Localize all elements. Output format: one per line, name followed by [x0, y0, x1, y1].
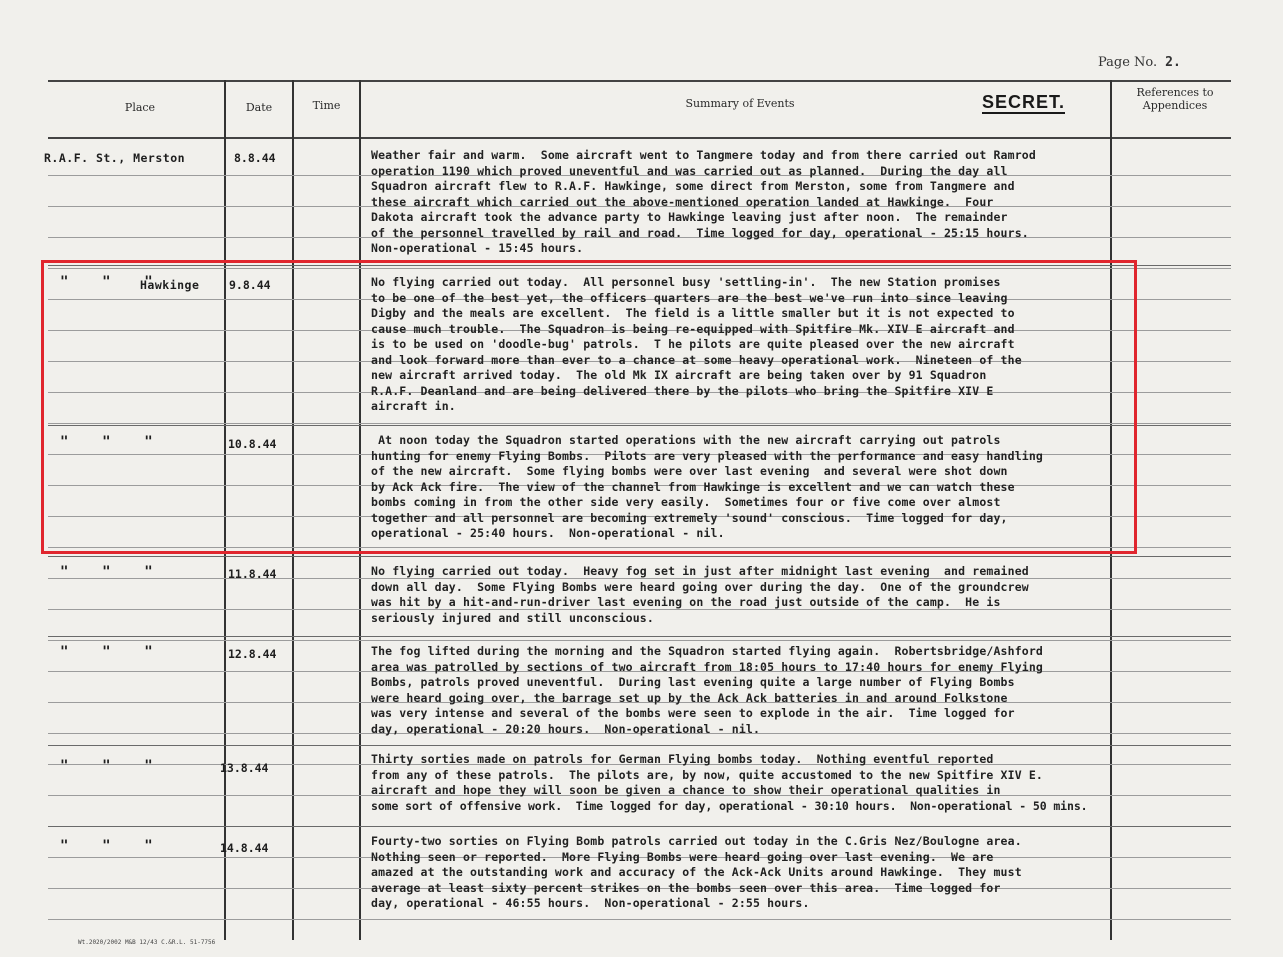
- summary-line: of the new aircraft. Some flying bombs were over last evening and several were shot down: [371, 464, 1008, 478]
- summary-line: Nothing seen or reported. More Flying Bombs were heard going over last evening. We are: [371, 849, 994, 864]
- page-number-label: Page No.: [1098, 55, 1158, 70]
- ditto-mark: " " ": [60, 564, 153, 580]
- entry-date: 14.8.44: [220, 841, 269, 855]
- header-summary: Summary of Events: [685, 97, 795, 110]
- summary-line: and look forward more than ever to a chance at some heavy operational work. Nineteen of the: [371, 352, 1022, 367]
- page-number-value: 2.: [1165, 55, 1181, 70]
- summary-line: by Ack Ack fire. The view of the channel from Hawkinge is excellent and we can watch these: [371, 479, 1015, 494]
- summary-line: At noon today the Squadron started operations with the new aircraft carrying out patrols: [371, 433, 1001, 447]
- ditto-mark: " " ": [60, 758, 153, 774]
- summary-line: seriously injured and still unconscious.: [371, 610, 654, 625]
- summary-line: was hit by a hit-and-run-driver last evening on the road just outside of the camp. He is: [371, 595, 1001, 609]
- entry-summary: [371, 564, 1029, 626]
- summary-line: area was patrolled by sections of two aircraft from 18:05 hours to 17:40 hours for enemy Flying: [371, 659, 1043, 674]
- ruled-line: [48, 919, 1231, 920]
- entry-date: 13.8.44: [220, 761, 269, 775]
- entry-separator-line: [48, 556, 1231, 557]
- summary-line: average at least sixty percent strikes on the bombs seen over this area. Time logged for: [371, 880, 1001, 895]
- summary-line: aircraft in.: [371, 399, 456, 413]
- summary-line: is to be used on 'doodle-bug' patrols. T he pilots are quite pleased over the new aircraft: [371, 337, 1015, 351]
- summary-line: operational - 25:40 hours. Non-operational - nil.: [371, 526, 725, 540]
- entry-separator-line: [48, 636, 1231, 637]
- entry-summary: [371, 834, 1022, 912]
- summary-line: bombs coming in from the other side very easily. Sometimes four or five come over almost: [371, 495, 1001, 509]
- entry-date: 9.8.44: [229, 278, 271, 292]
- summary-line: day, operational - 46:55 hours. Non-operational - 2:55 hours.: [371, 896, 810, 910]
- entry-date: 12.8.44: [228, 647, 277, 661]
- summary-line: down all day. Some Flying Bombs were heard going over during the day. One of the groundcrew: [371, 579, 1029, 594]
- secret-stamp: SECRET.: [982, 92, 1066, 112]
- summary-line: to be one of the best yet, the officers quarters are the best we've run into since leaving: [371, 290, 1008, 305]
- entry-summary: [371, 644, 1043, 737]
- entry-place: R.A.F. St., Merston: [44, 151, 186, 165]
- summary-line: Fourty-two sorties on Flying Bomb patrols carried out today in the C.Gris Nez/Boulogne area.: [371, 834, 1022, 848]
- entry-summary: [371, 752, 1087, 814]
- ditto-mark: " " ": [60, 644, 153, 660]
- summary-line: operation 1190 which proved uneventful and was carried out as planned. During the day all: [371, 163, 1008, 178]
- entry-separator-line: [48, 826, 1231, 827]
- summary-line: some sort of offensive work. Time logged for day, operational - 30:10 hours. Non-operational - 50 mins.: [371, 798, 1088, 813]
- summary-line: hunting for enemy Flying Bombs. Pilots are very pleased with the performance and easy handling: [371, 448, 1043, 463]
- highlight-box: [41, 260, 1137, 554]
- summary-line: of the personnel travelled by rail and road. Time logged for day, operational - 25:15 hours.: [371, 225, 1029, 240]
- summary-line: Dakota aircraft took the advance party to Hawkinge leaving just after noon. The remainder: [371, 210, 1008, 224]
- summary-line: The fog lifted during the morning and the Squadron started flying again. Robertsbridge/Ashford: [371, 644, 1043, 658]
- summary-line: together and all personnel are becoming extremely 'sound' conscious. Time logged for day,: [371, 510, 1008, 525]
- ditto-mark: " " ": [60, 274, 153, 290]
- entry-separator-line: [48, 745, 1231, 746]
- summary-line: Bombs, patrols proved uneventful. During last evening quite a large number of Flying Bombs: [371, 675, 1015, 689]
- entry-summary: [371, 148, 1036, 257]
- summary-line: were heard going over, the barrage set up by the Ack Ack batteries in and around Folkstone: [371, 690, 1008, 705]
- summary-line: was very intense and several of the bombs were seen to explode in the air. Time logged for: [371, 706, 1015, 720]
- summary-line: Thirty sorties made on patrols for German Flying bombs today. Nothing eventful reported: [371, 752, 994, 766]
- summary-line: No flying carried out today. All personnel busy 'settling-in'. The new Station promises: [371, 275, 1001, 289]
- entry-date: 8.8.44: [234, 151, 276, 165]
- summary-line: Non-operational - 15:45 hours.: [371, 241, 584, 255]
- header-time: Time: [312, 99, 341, 112]
- header-date: Date: [245, 101, 273, 114]
- summary-line: R.A.F. Deanland and are being delivered there by the pilots who bring the Spitfire XIV E: [371, 383, 994, 398]
- summary-line: Squadron aircraft flew to R.A.F. Hawkinge, some direct from Merston, some from Tangmere and: [371, 179, 1015, 193]
- entry-place: Hawkinge: [140, 278, 200, 292]
- summary-line: new aircraft arrived today. The old Mk IX aircraft are being taken over by 91 Squadron: [371, 368, 987, 382]
- summary-line: aircraft and hope they will soon be given a chance to show their operational qualities in: [371, 783, 1001, 797]
- entry-date: 11.8.44: [228, 567, 277, 581]
- page-number: [1098, 55, 1181, 70]
- entry-date: 10.8.44: [228, 437, 277, 451]
- ditto-mark: " " ": [60, 838, 153, 854]
- summary-line: from any of these patrols. The pilots are, by now, quite accustomed to the new Spitfire XIV E.: [371, 767, 1043, 782]
- summary-line: these aircraft which carried out the above-mentioned operation landed at Hawkinge. Four: [371, 194, 994, 209]
- summary-line: No flying carried out today. Heavy fog set in just after midnight last evening and remained: [371, 564, 1029, 578]
- summary-line: amazed at the outstanding work and accuracy of the Ack-Ack Units around Hawkinge. They must: [371, 865, 1022, 879]
- header-place: Place: [124, 101, 156, 114]
- ruled-line: [48, 640, 1231, 641]
- header-references: References to Appendices: [1136, 86, 1214, 112]
- printer-footer: Wt.2020/2002 M&B 12/43 C.&R.L. 51-7756: [78, 939, 216, 946]
- summary-line: day, operational - 20:20 hours. Non-operational - nil.: [371, 721, 761, 736]
- summary-line: cause much trouble. The Squadron is being re-equipped with Spitfire Mk. XIV E aircraft and: [371, 321, 1015, 336]
- ditto-mark: " " ": [60, 434, 153, 450]
- summary-line: Weather fair and warm. Some aircraft went to Tangmere today and from there carried out Ramrod: [371, 148, 1036, 162]
- summary-line: Digby and the meals are excellent. The field is a little smaller but it is not expected to: [371, 306, 1015, 320]
